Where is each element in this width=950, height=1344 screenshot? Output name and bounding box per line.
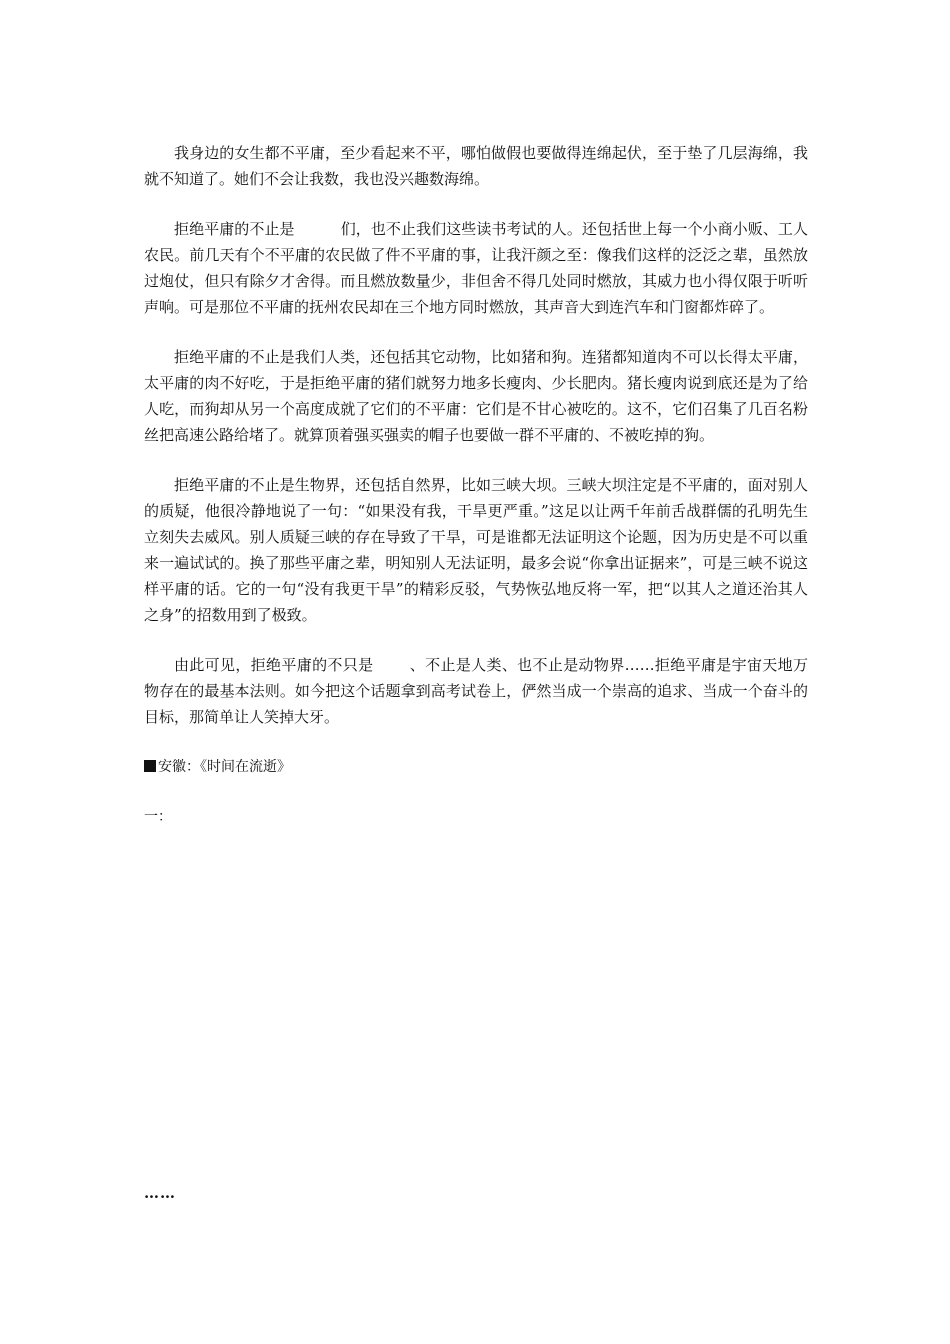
paragraph-2-rest: 们，也不止我们这些读书考试的人。还包括世上每一个小商小贩、工人农民。前几天有个不平庸的农民做了件不平庸的事，让我汗颜之至：像我们这样的泛泛之辈，虽然放过炮仗，但只有除夕才舍得。而且燃放数量少，非但舍不得几处同时燃放，其威力也小得仅限于听听声响。可是那位不平庸的抚州农民却在三个地方同时燃放，其声音大到连汽车和门窗都炸碎了。 [144, 220, 808, 316]
section-heading-text: 安徽：《时间在流逝》 [158, 759, 291, 775]
section-number: 一： [144, 809, 172, 825]
paragraph-5 [144, 652, 808, 730]
paragraph-2 [144, 216, 808, 320]
paragraph-3: 拒绝平庸的不止是我们人类，还包括其它动物，比如猪和狗。连猪都知道肉不可以长得太平庸，太平庸的肉不好吃，于是拒绝平庸的猪们就努力地多长瘦肉、少长肥肉。猪长瘦肉说到底还是为了给人吃，而狗却从另一个高度成就了它们的不平庸：它们是不甘心被吃的。这不，它们召集了几百名粉丝把高速公路给堵了。就算顶着强买强卖的帽子也要做一群不平庸的、不被吃掉的狗。 [144, 348, 808, 444]
ellipsis-mark: …… [144, 1184, 176, 1202]
paragraph-5-start: 由此可见，拒绝平庸的不只是 [174, 656, 374, 674]
black-square-bullet-icon [144, 760, 156, 772]
paragraph-5-rest: 、不止是人类、也不止是动物界……拒绝平庸是宇宙天地万物存在的最基本法则。如今把这个话题拿到高考试卷上，俨然当成一个崇高的追求、当成一个奋斗的目标，那简单让人笑掉大牙。 [144, 656, 808, 726]
document-body [144, 140, 808, 830]
paragraph-1: 我身边的女生都不平庸，至少看起来不平，哪怕做假也要做得连绵起伏，至于垫了几层海绵，我就不知道了。她们不会让我数，我也没兴趣数海绵。 [144, 144, 808, 188]
paragraph-4: 拒绝平庸的不止是生物界，还包括自然界，比如三峡大坝。三峡大坝注定是不平庸的，面对别人的质疑，他很冷静地说了一句：“如果没有我，干旱更严重。”这足以让两千年前舌战群儒的孔明先生立刻失去威风。别人质疑三峡的存在导致了干旱，可是谁都无法证明这个论题，因为历史是不可以重来一遍试试的。换了那些平庸之辈，明知别人无法证明，最多会说“你拿出证据来”，可是三峡不说这样平庸的话。它的一句“没有我更干旱”的精彩反驳，气势恢弘地反将一军，把“以其人之道还治其人之身”的招数用到了极致。 [144, 476, 808, 624]
paragraph-2-start: 拒绝平庸的不止是 [174, 220, 295, 238]
section-heading [144, 754, 808, 780]
